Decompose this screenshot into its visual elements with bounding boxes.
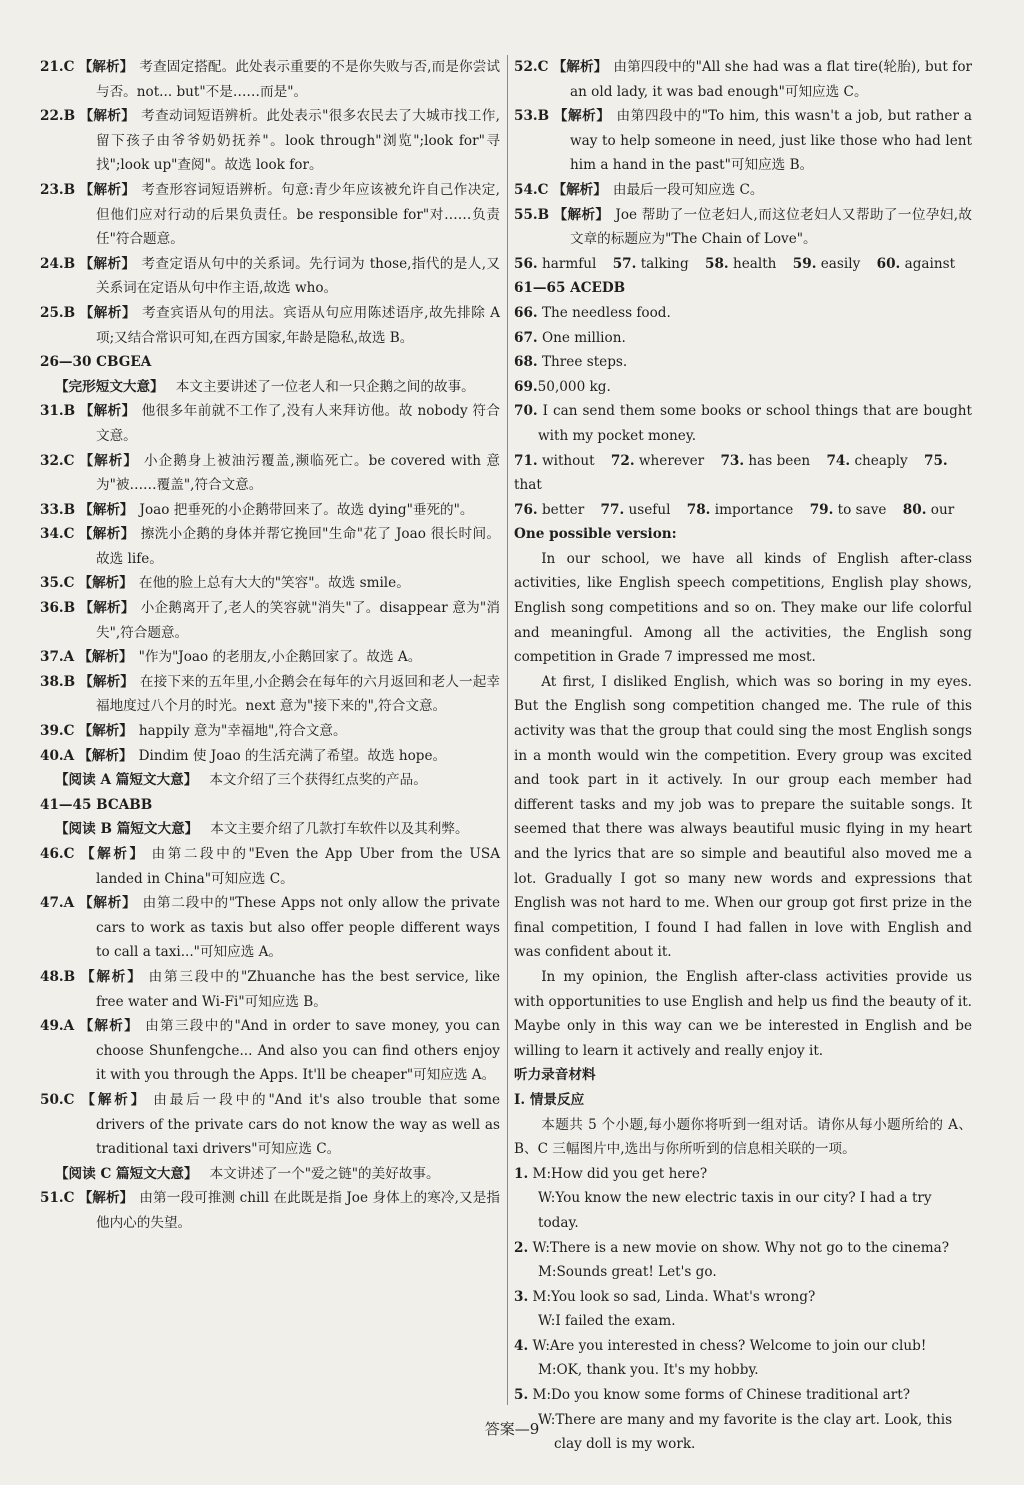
- essay-paragraph-3: In my opinion, the English after-class activities provide us with opportunities to use English and help us find the beauty of it. Maybe only in this way can we be interested in English and be willing to learn it actively and really enjoy it.: [514, 968, 972, 1059]
- answer-69: 69.50,000 kg.: [514, 378, 611, 395]
- answer-25: 25.B 【解析】 考查宾语从句的用法。宾语从句应用陈述语序,故先排除 A 项;又结合常识可知,在西方国家,年龄是隐私,故选 B。: [40, 304, 500, 346]
- listening-intro: 本题共 5 个小题,每小题你将听到一组对话。请你从每小题所给的 A、B、C 三幅图片中,选出与你所听到的信息相关联的一项。: [514, 1116, 972, 1158]
- listening-title: 听力录音材料: [514, 1067, 596, 1084]
- answer-35: 35.C 【解析】 在他的脸上总有大大的"笑容"。故选 smile。: [40, 575, 410, 592]
- left-column: [40, 55, 500, 1236]
- fill-item: 80. our: [902, 501, 955, 518]
- summary-cloze: 【完形短文大意】 本文主要讲述了一位老人和一只企鹅之间的故事。: [54, 378, 475, 395]
- fill-item: 56. harmful: [514, 255, 597, 272]
- answer-50: 50.C 【解析】 由最后一段中的"And it's also trouble that some drivers of the private cars do not know the way as well as traditional taxi drivers"可知应选 C。: [40, 1091, 500, 1158]
- fill-item: 78. importance: [686, 501, 794, 518]
- answer-range-26-30: 26—30 CBGEA: [40, 354, 152, 371]
- fill-item: 79. to save: [809, 501, 887, 518]
- dialogue-1: 1. M:How did you get here? W:You know the new electric taxis in our city? I had a try today.: [514, 1165, 932, 1231]
- answer-39: 39.C 【解析】 happily 意为"幸福地",符合文意。: [40, 723, 347, 740]
- answer-68: 68. Three steps.: [514, 354, 628, 371]
- answer-38: 38.B 【解析】 在接下来的五年里,小企鹅会在每年的六月返回和老人一起幸福地度过八个月的时光。next 意为"接下来的",符合文意。: [40, 673, 500, 715]
- answer-70: 70. I can send them some books or school things that are bought with my pocket money.: [514, 403, 972, 444]
- column-divider: [507, 55, 508, 1405]
- dialogue-2: 2. W:There is a new movie on show. Why not go to the cinema? M:Sounds great! Let's go.: [514, 1239, 950, 1281]
- summary-reading-a: 【阅读 A 篇短文大意】 本文介绍了三个获得红点奖的产品。: [54, 772, 427, 789]
- fill-item: 59. easily: [792, 255, 861, 272]
- answer-31: 31.B 【解析】 他很多年前就不工作了,没有人来拜访他。故 nobody 符合文意。: [40, 403, 501, 444]
- dialogue-4: 4. W:Are you interested in chess? Welcome to join our club! M:OK, thank you. It's my hobby.: [514, 1337, 927, 1379]
- answer-37: 37.A 【解析】 "作为"Joao 的老朋友,小企鹅回家了。故选 A。: [40, 649, 422, 666]
- fill-item: 76. better: [514, 501, 585, 518]
- summary-reading-c: 【阅读 C 篇短文大意】 本文讲述了一个"爱之链"的美好故事。: [54, 1165, 440, 1182]
- essay-title: One possible version:: [514, 526, 677, 543]
- right-column: [514, 55, 972, 1457]
- fill-item: 71. without: [514, 452, 595, 469]
- answers-71-75: [514, 449, 972, 498]
- fill-item: 72. wherever: [610, 452, 705, 469]
- dialogue-3: 3. M:You look so sad, Linda. What's wrong? W:I failed the exam.: [514, 1288, 816, 1330]
- answer-range-61-65: 61—65 ACEDB: [514, 280, 626, 297]
- answers-76-80: [514, 498, 972, 523]
- answer-51: 51.C 【解析】 由第一段可推测 chill 在此既是指 Joe 身体上的寒冷,又是指他内心的失望。: [40, 1190, 500, 1231]
- answer-24: 24.B 【解析】 考查定语从句中的关系词。先行词为 those,指代的是人,又关系词在定语从句中作主语,故选 who。: [40, 255, 501, 297]
- fill-item: 60. against: [876, 255, 956, 272]
- answer-range-41-45: 41—45 BCABB: [40, 796, 153, 813]
- answer-47: 47.A 【解析】 由第二段中的"These Apps not only allow the private cars to work as taxis but also offer people different ways to call a taxi..."可知应选 A。: [40, 895, 500, 961]
- dialogue-5: 5. M:Do you know some forms of Chinese traditional art? W:There are many and my favorite is the clay art. Look, this clay doll is my work.: [514, 1387, 953, 1453]
- summary-reading-b: 【阅读 B 篇短文大意】 本文主要介绍了几款打车软件以及其利弊。: [54, 821, 469, 838]
- answer-52: 52.C 【解析】 由第四段中的"All she had was a flat tire(轮胎), but for an old lady, it was bad enough"可知应选 C。: [514, 59, 973, 100]
- answer-21: 21.C 【解析】 考查固定搭配。此处表示重要的不是你失败与否,而是你尝试与否。not... but"不是……而是"。: [40, 59, 500, 100]
- answer-36: 36.B 【解析】 小企鹅离开了,老人的笑容就"消失"了。disappear 意为"消失",符合题意。: [40, 600, 500, 641]
- answers-56-60: [514, 252, 972, 277]
- fill-item: 74. cheaply: [826, 452, 908, 469]
- answer-53: 53.B 【解析】 由第四段中的"To him, this wasn't a job, but rather a way to help someone in need, just like those who had lent him a hand in the past"可知应选 B。: [514, 108, 972, 174]
- fill-item: 75. that: [514, 452, 948, 494]
- answer-49: 49.A 【解析】 由第三段中的"And in order to save money, you can choose Shunfengche... And also you can find others enjoy it with you through the Apps. It'll be cheaper"可知应选 A。: [40, 1018, 501, 1084]
- fill-item: 73. has been: [720, 452, 811, 469]
- fill-item: 58. health: [704, 255, 777, 272]
- page-number: 答案—9: [484, 1420, 540, 1438]
- answer-22: 22.B 【解析】 考查动词短语辨析。此处表示"很多农民去了大城市找工作,留下孩子由爷爷奶奶抚养"。look through"浏览";look for"寻找";look up"查阅"。故选 look for。: [40, 108, 500, 174]
- fill-item: 77. useful: [600, 501, 671, 518]
- answer-46: 46.C 【解析】 由第二段中的"Even the App Uber from the USA landed in China"可知应选 C。: [40, 846, 501, 887]
- answer-32: 32.C 【解析】 小企鹅身上被油污覆盖,濒临死亡。be covered with 意为"被……覆盖",符合文意。: [40, 452, 501, 494]
- listening-section-1: Ⅰ. 情景反应: [514, 1091, 585, 1108]
- answer-67: 67. One million.: [514, 329, 626, 346]
- answer-66: 66. The needless food.: [514, 304, 671, 321]
- answer-40: 40.A 【解析】 Dindim 使 Joao 的生活充满了希望。故选 hope。: [40, 747, 447, 764]
- answer-34: 34.C 【解析】 擦洗小企鹅的身体并帮它挽回"生命"花了 Joao 很长时间。故选 life。: [40, 526, 501, 567]
- essay-paragraph-1: In our school, we have all kinds of English after-class activities, like English speech competitions, English play shows, English song competitions and so on. They make our life colorful and meaningful. Among all the activities, the English song competition in Grade 7 impressed me most.: [514, 550, 972, 666]
- answer-54: 54.C 【解析】 由最后一段可知应选 C。: [514, 181, 764, 198]
- answer-23: 23.B 【解析】 考查形容词短语辨析。句意:青少年应该被允许自己作决定,但他们应对行动的后果负责任。be responsible for"对……负责任"符合题意。: [40, 181, 500, 248]
- answer-33: 33.B 【解析】 Joao 把垂死的小企鹅带回来了。故选 dying"垂死的"。: [40, 501, 474, 518]
- answer-48: 48.B 【解析】 由第三段中的"Zhuanche has the best service, like free water and Wi-Fi"可知应选 B。: [40, 968, 501, 1010]
- answer-55: 55.B 【解析】 Joe 帮助了一位老妇人,而这位老妇人又帮助了一位孕妇,故文章的标题应为"The Chain of Love"。: [514, 206, 973, 248]
- fill-item: 57. talking: [612, 255, 689, 272]
- essay-paragraph-2: At first, I disliked English, which was so boring in my eyes. But the English song competition changed me. The rule of this activity was that the group that could sing the most English songs in a month would win the competition. Every group was excited and took part in it actively. In our group each member had different tasks and my job was to prepare the suitable songs. It seemed that there was always beautiful music flying in my heart and the lyrics that are so simple and beautiful also moved me a lot. Gradually I got so many new words and expressions that English was not hard to me. When our group got first prize in the final competition, I found I had fallen in love with English and was confident about it.: [514, 673, 972, 961]
